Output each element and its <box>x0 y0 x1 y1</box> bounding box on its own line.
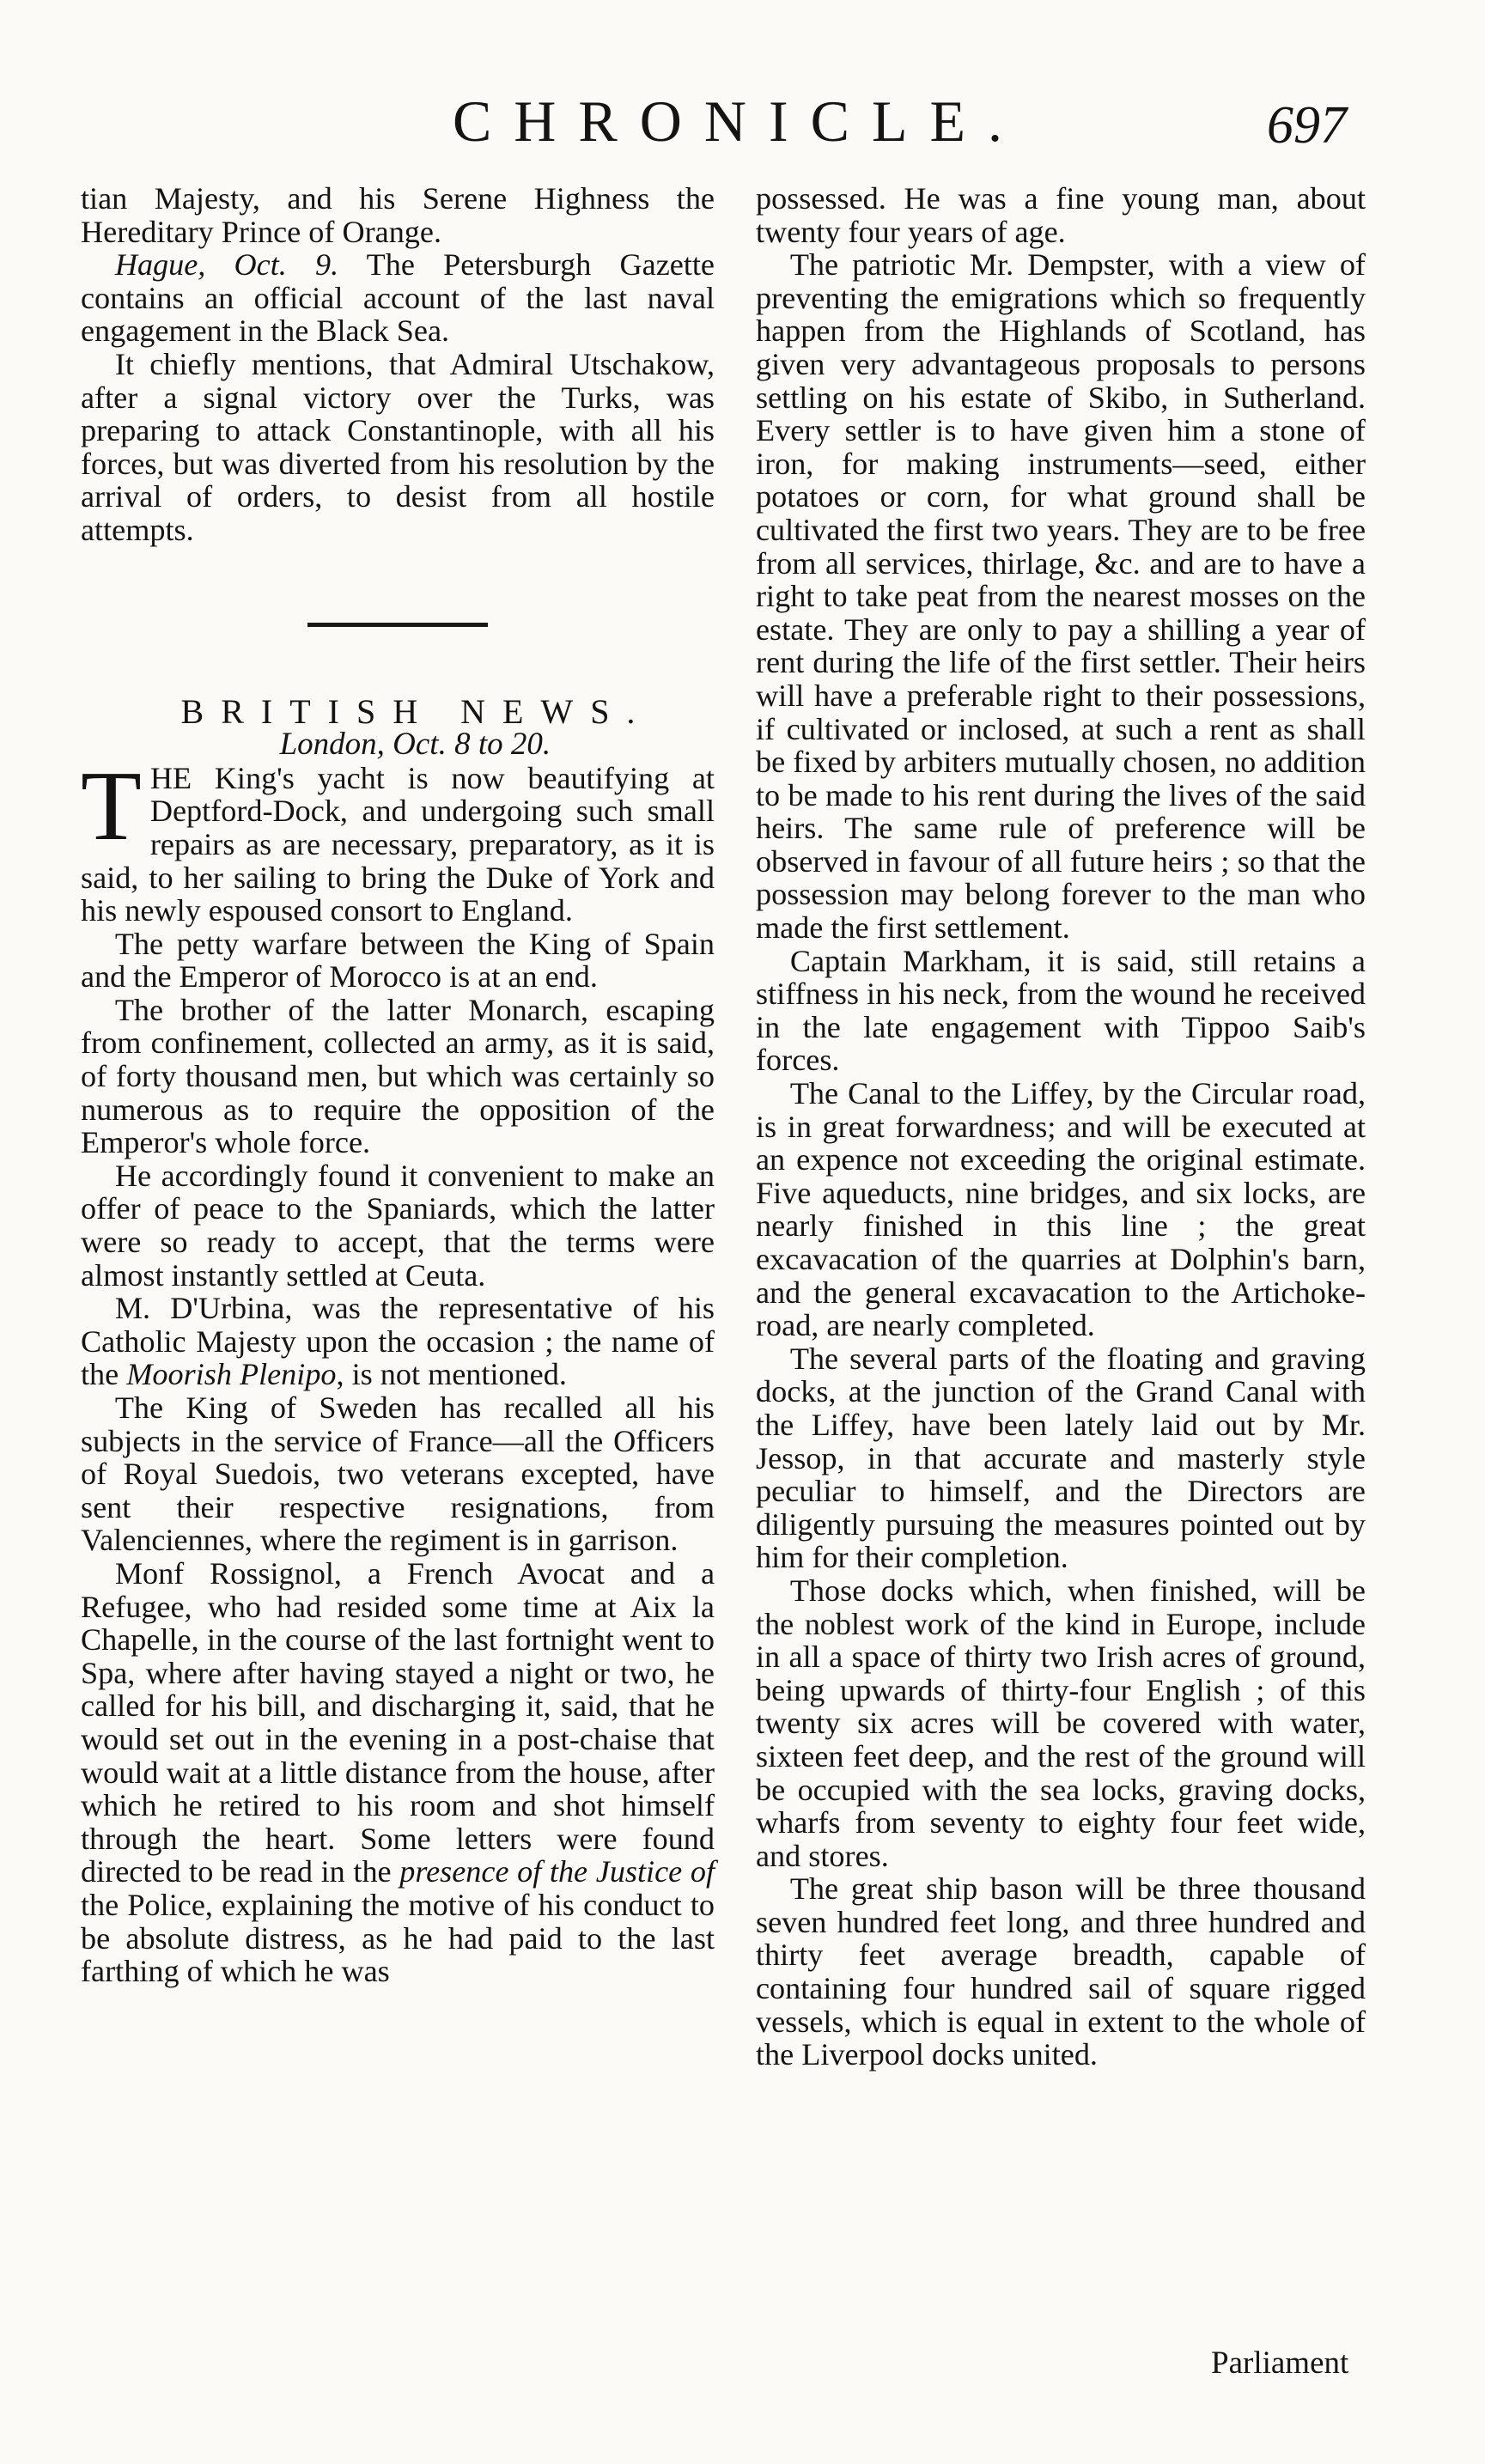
italic-text: presence of the Justice of <box>399 1854 715 1889</box>
paragraph-text: The Petersburgh Gazette contains an official account of the last naval engagement in the Black Sea. <box>81 247 715 349</box>
paragraph <box>81 1557 715 1988</box>
running-title: CHRONICLE. <box>452 88 1026 154</box>
catchword: Parliament <box>1211 2345 1349 2381</box>
paragraph-text: HE King's yacht is now beautifying at Deptford-Dock, and undergoing such small repairs as are necessary, preparatory, as it is said, to her sailing to bring the Duke of York and his newly espoused consort to England. <box>81 760 715 928</box>
paragraph: The several parts of the floating and graving docks, at the junction of the Grand Canal with the Liffey, have been lately laid out by Mr. Jessop, in that accurate and masterly style peculiar to himself, and the Directors are diligently pursuing the measures pointed out by him for their completion. <box>756 1341 1366 1575</box>
paragraph-text: M. D'Urbina, was the representative of his Catholic Majesty upon the occasion ; the name of the <box>81 1291 715 1392</box>
page-number: 697 <box>1267 96 1347 155</box>
italic-text: Moorish Plenipo <box>126 1357 337 1392</box>
place-dateline: Hague, Oct. 9. <box>114 247 339 283</box>
paragraph: The brother of the latter Monarch, escaping from confinement, collected an army, as it is said, of forty thousand men, but which was certainly so numerous as to require the opposition of the Emperor's whole force. <box>81 992 715 1160</box>
paragraph: The King of Sweden has recalled all his subjects in the service of France—all the Officers of Royal Suedois, two veterans excepted, have sent their respective resignations, from Valenciennes, where the regiment is in garrison. <box>81 1390 715 1558</box>
section-title: BRITISH NEWS. <box>180 691 653 731</box>
dateline: London, Oct. 8 to 20. <box>279 727 551 763</box>
paragraph-text: the Police, explaining the motive of his conduct to be absolute distress, as he had paid to the last farthing of which he was <box>81 1887 715 1989</box>
paragraph: tian Majesty, and his Serene Highness the Hereditary Prince of Orange. <box>81 181 715 249</box>
section-divider <box>307 623 488 627</box>
paragraph: Captain Markham, it is said, still retains a stiffness in his neck, from the wound he received in the late engagement with Tippoo Saib's forces. <box>756 943 1366 1078</box>
paragraph: He accordingly found it convenient to make an offer of peace to the Spaniards, which the latter were so ready to accept, that the terms were almost instantly settled at Ceuta. <box>81 1158 715 1293</box>
paragraph-text: Monf Rossignol, a French Avocat and a Refugee, who had resided some time at Aix la Chapelle, in the course of the last fortnight went to Spa, where after having stayed a night or two, he called for his bill, and discharging it, said, that he would set out in the evening in a post-chaise that would wait at a little distance from the house, after which he retired to his room and shot himself through the heart. Some letters were found directed to be read in the <box>81 1555 715 1889</box>
left-column <box>81 182 715 1988</box>
paragraph: The petty warfare between the King of Spain and the Emperor of Morocco is at an end. <box>81 926 715 995</box>
running-head <box>0 82 1485 160</box>
paragraph <box>81 248 715 348</box>
paragraph: The great ship bason will be three thousand seven hundred feet long, and three hundred and thirty feet average breadth, capable of containing four hundred sail of square rigged vessels, which is equal in extent to the whole of the Liverpool docks united. <box>756 1871 1366 2072</box>
right-column <box>756 182 1366 2072</box>
paragraph: Those docks which, when finished, will be the noblest work of the kind in Europe, include in all a space of thirty two Irish acres of ground, being upwards of thirty-four English ; of this twenty six acres will be covered with water, sixteen feet deep, and the rest of the ground will be occupied with the sea locks, graving docks, wharfs from seventy to eighty four feet wide, and stores. <box>756 1573 1366 1873</box>
paragraph: possessed. He was a fine young man, about twenty four years of age. <box>756 181 1366 249</box>
paragraph: The Canal to the Liffey, by the Circular road, is in great forwardness; and will be executed at an expence not exceeding the original estimate. Five aqueducts, nine bridges, and six locks, are nearly finished in this line ; the great excavacation of the quarries at Dolphin's barn, and the general excavacation to the Artichoke-road, are nearly completed. <box>756 1076 1366 1343</box>
paragraph: The patriotic Mr. Dempster, with a view of preventing the emigrations which so frequently happen from the Highlands of Scotland, has given very advantageous proposals to persons settling on his estate of Skibo, in Sutherland. Every settler is to have given him a stone of iron, for making instruments—seed, either potatoes or corn, for what ground shall be cultivated the first two years. They are to be free from all services, thirlage, &c. and are to have a right to take peat from the nearest mosses on the estate. They are only to pay a shilling a year of rent during the life of the first settler. Their heirs will have a preferable right to their possessions, if cultivated or inclosed, at such a rent as shall be fixed by arbiters mutually chosen, no addition to be made to his rent during the lives of the said heirs. The same rule of preference will be observed in favour of all future heirs ; so that the possession may belong forever to the man who made the first settlement. <box>756 247 1366 946</box>
drop-cap: T <box>81 751 142 861</box>
paragraph-text: , is not mentioned. <box>336 1357 567 1392</box>
paragraph <box>81 1292 715 1391</box>
lead-paragraph <box>81 751 715 928</box>
paragraph: It chiefly mentions, that Admiral Utschakow, after a signal victory over the Turks, was preparing to attack Constantinople, with all his forces, but was diverted from his resolution by the arrival of orders, to desist from all hostile attempts. <box>81 346 715 547</box>
